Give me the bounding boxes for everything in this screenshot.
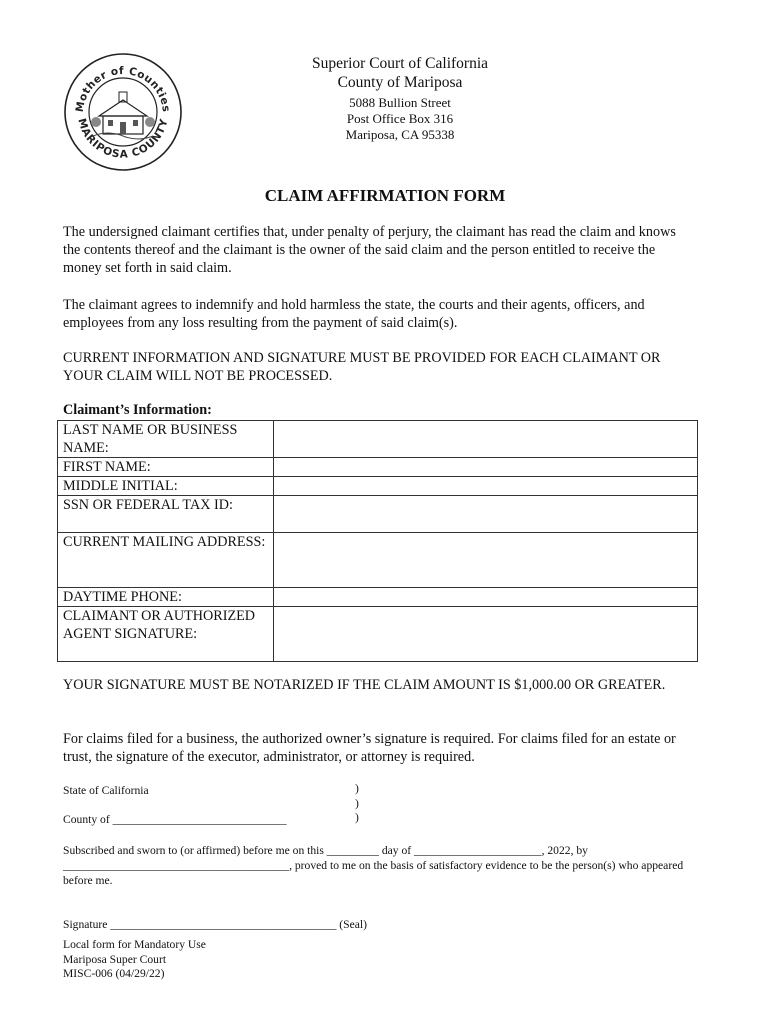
county-seal-logo — [63, 52, 183, 172]
mailing-address-label: CURRENT MAILING ADDRESS: — [58, 533, 274, 588]
court-city: Mariposa, CA 95338 — [345, 127, 455, 142]
table-row — [58, 421, 698, 458]
form-title: CLAIM AFFIRMATION FORM — [264, 186, 506, 205]
notary-signature-line: Signature _______________________________________ (Seal) — [63, 918, 367, 931]
notary-subscribed-text: Subscribed and sworn to (or affirmed) before me on this _________ day of ______________________, 2022, by _______________________________________, proved to me on the basis of satisfactory evidence to be the person(s) who appeared before me. — [63, 844, 684, 887]
court-name: Superior Court of California — [311, 55, 489, 72]
table-row — [58, 477, 698, 496]
middle-initial-label: MIDDLE INITIAL: — [58, 477, 274, 496]
ssn-field[interactable] — [274, 496, 698, 533]
claimant-info-label: Claimant’s Information: — [63, 402, 212, 418]
table-row — [58, 458, 698, 477]
court-street: 5088 Bullion Street — [349, 95, 451, 110]
svg-text:MARIPOSA COUNTY: MARIPOSA COUNTY — [75, 117, 171, 161]
last-name-field[interactable] — [274, 421, 698, 458]
table-row — [58, 607, 698, 662]
daytime-phone-field[interactable] — [274, 588, 698, 607]
svg-text:Mother of Counties: Mother of Counties — [73, 64, 173, 114]
notary-county: County of ______________________________ — [63, 813, 287, 826]
last-name-label: LAST NAME OR BUSINESS NAME: — [58, 421, 274, 458]
ssn-label: SSN OR FEDERAL TAX ID: — [58, 496, 274, 533]
middle-initial-field[interactable] — [274, 477, 698, 496]
footer-line-1: Local form for Mandatory Use — [63, 938, 206, 951]
notary-state: State of California — [63, 784, 149, 797]
daytime-phone-label: DAYTIME PHONE: — [58, 588, 274, 607]
mailing-address-field[interactable] — [274, 533, 698, 588]
certification-paragraph: The undersigned claimant certifies that, under penalty of perjury, the claimant has read the claim and knows the contents thereof and the claimant is the owner of the said claim and the person entitled to receive the money set forth in said claim. — [63, 224, 676, 276]
notarize-paragraph: YOUR SIGNATURE MUST BE NOTARIZED IF THE CLAIM AMOUNT IS $1,000.00 OR GREATER. — [63, 677, 666, 693]
warning-paragraph: CURRENT INFORMATION AND SIGNATURE MUST BE PROVIDED FOR EACH CLAIMANT OR YOUR CLAIM WILL NOT BE PROCESSED. — [63, 350, 661, 384]
court-header — [290, 54, 510, 143]
table-row — [58, 496, 698, 533]
first-name-field[interactable] — [274, 458, 698, 477]
notary-brackets: ) ) ) — [355, 782, 359, 824]
court-po-box: Post Office Box 316 — [346, 111, 454, 126]
indemnify-paragraph: The claimant agrees to indemnify and hold harmless the state, the courts and their agents, officers, and employees from any loss resulting from the payment of said claim(s). — [63, 297, 645, 331]
signature-field[interactable] — [274, 607, 698, 662]
court-county: County of Mariposa — [337, 74, 463, 91]
business-signature-paragraph: For claims filed for a business, the authorized owner’s signature is required. For claims filed for an estate or trust, the signature of the executor, administrator, or attorney is required. — [63, 731, 676, 765]
claimant-info-table — [57, 420, 698, 662]
signature-label: CLAIMANT OR AUTHORIZED AGENT SIGNATURE: — [58, 607, 274, 662]
first-name-label: FIRST NAME: — [58, 458, 274, 477]
footer-form-number: MISC-006 (04/29/22) — [63, 967, 165, 980]
form-footer — [63, 938, 206, 982]
footer-line-2: Mariposa Super Court — [63, 952, 167, 966]
table-row — [58, 588, 698, 607]
table-row — [58, 533, 698, 588]
